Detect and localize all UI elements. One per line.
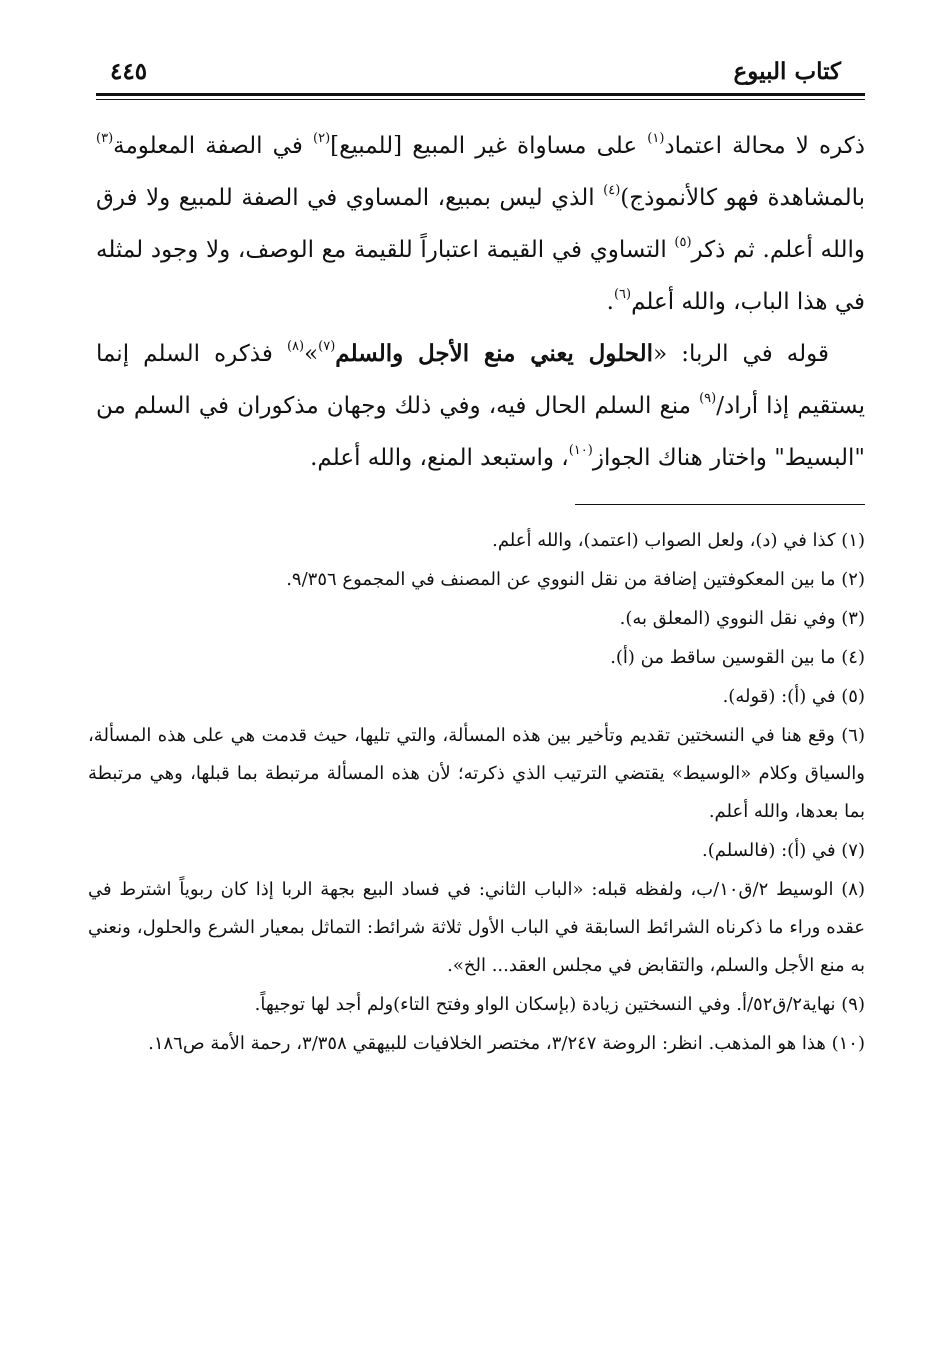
running-header-title: كتاب البيوع <box>733 58 841 85</box>
footnote-ref: (٥) <box>674 235 692 250</box>
text-run: . <box>606 289 614 315</box>
footnote-ref: (٦) <box>613 287 632 302</box>
text-run: فذكره السلم إنما يستقيم إذا أراد/ <box>96 341 866 419</box>
paragraph-2 <box>96 328 865 484</box>
text-run: منع السلم الحال فيه، وفي ذلك وجهان مذكوران في السلم من "البسيط" واختار هناك الجواز <box>96 393 865 471</box>
footnote-ref: (٣) <box>96 131 114 146</box>
footnote-9: (٩) نهاية٢/ق٥٢/أ. وفي النسختين زيادة (بإسكان الواو وفتح التاء)ولم أجد لها توجيهاً. <box>254 994 865 1015</box>
footnote-ref: (١٠) <box>568 443 593 458</box>
quoted-text-bold: الحلول يعني منع الأجل والسلم <box>335 340 654 367</box>
footnote-10: (١٠) هذا هو المذهب. انظر: الروضة ٣/٢٤٧، مختصر الخلافيات للبيهقي ٣/٣٥٨، رحمة الأمة ص١٨٦. <box>148 1033 865 1054</box>
text-run: الذي ليس بمبيع، المساوي في الصفة للمبيع ولا فرق والله أعلم. ثم ذكر <box>96 185 865 263</box>
footnote-ref: (٧) <box>318 339 336 354</box>
text-run: قوله في الربا: « <box>653 341 830 367</box>
footnote-6: (٦) وقع هنا في النسختين تقديم وتأخير بين هذه المسألة، والتي تليها، حيث قدمت هي على هذه المسألة، والسياق وكلام «الوسيط» يقتضي الترتيب الذي ذكرته؛ لأن هذه المسألة مرتبطة بما قبلها، وهي مرتبطة بما بعدها، والله أعلم. <box>88 725 865 822</box>
footnote-2: (٢) ما بين المعكوفتين إضافة من نقل النووي عن المصنف في المجموع ٩/٣٥٦. <box>286 569 865 590</box>
page-number: ٤٤٥ <box>110 58 148 85</box>
text-run: ذكره لا محالة اعتماد <box>664 133 865 159</box>
footnote-1: (١) كذا في (د)، ولعل الصواب (اعتمد)، والله أعلم. <box>492 530 865 551</box>
main-text <box>96 120 865 484</box>
text-run: على مساواة غير المبيع [للمبيع] <box>330 133 648 159</box>
footnotes <box>88 522 865 1064</box>
footnote-8: (٨) الوسيط ٢/ق١٠/ب، ولفظه قبله: «الباب الثاني: في فساد البيع بجهة الربا إذا كان ربوياً اشترط في عقده وراء ما ذكرناه الشرائط السابقة في الباب الأول ثلاثة شرائط: التماثل بمعيار الشرع والحلول، ونعني به منع الأجل والسلم، والتقابض في مجلس العقد... الخ». <box>88 879 865 976</box>
paragraph-1 <box>96 120 865 328</box>
text-run: ، واستبعد المنع، والله أعلم. <box>310 445 569 471</box>
footnote-ref: (٤) <box>603 183 621 198</box>
footnote-ref: (٩) <box>699 391 717 406</box>
footnote-ref: (٢) <box>313 131 331 146</box>
text-run: التساوي في القيمة اعتباراً للقيمة مع الوصف، ولا وجود لمثله في هذا الباب، والله أعلم <box>96 237 865 315</box>
text-run: » <box>304 341 319 367</box>
footnote-5: (٥) في (أ): (قوله). <box>722 686 865 707</box>
header-rule-thick <box>96 93 865 96</box>
footnote-ref: (١) <box>647 131 665 146</box>
footnote-4: (٤) ما بين القوسين ساقط من (أ). <box>610 647 865 668</box>
footnote-ref: (٨) <box>286 339 305 354</box>
header-rule-thin <box>96 99 865 100</box>
text-run: بالمشاهدة فهو كالأنموذج) <box>620 185 865 211</box>
footnote-separator <box>575 504 865 505</box>
text-run: في الصفة المعلومة <box>113 133 313 159</box>
footnote-7: (٧) في (أ): (فالسلم). <box>702 840 865 861</box>
footnote-3: (٣) وفي نقل النووي (المعلق به). <box>619 608 865 629</box>
